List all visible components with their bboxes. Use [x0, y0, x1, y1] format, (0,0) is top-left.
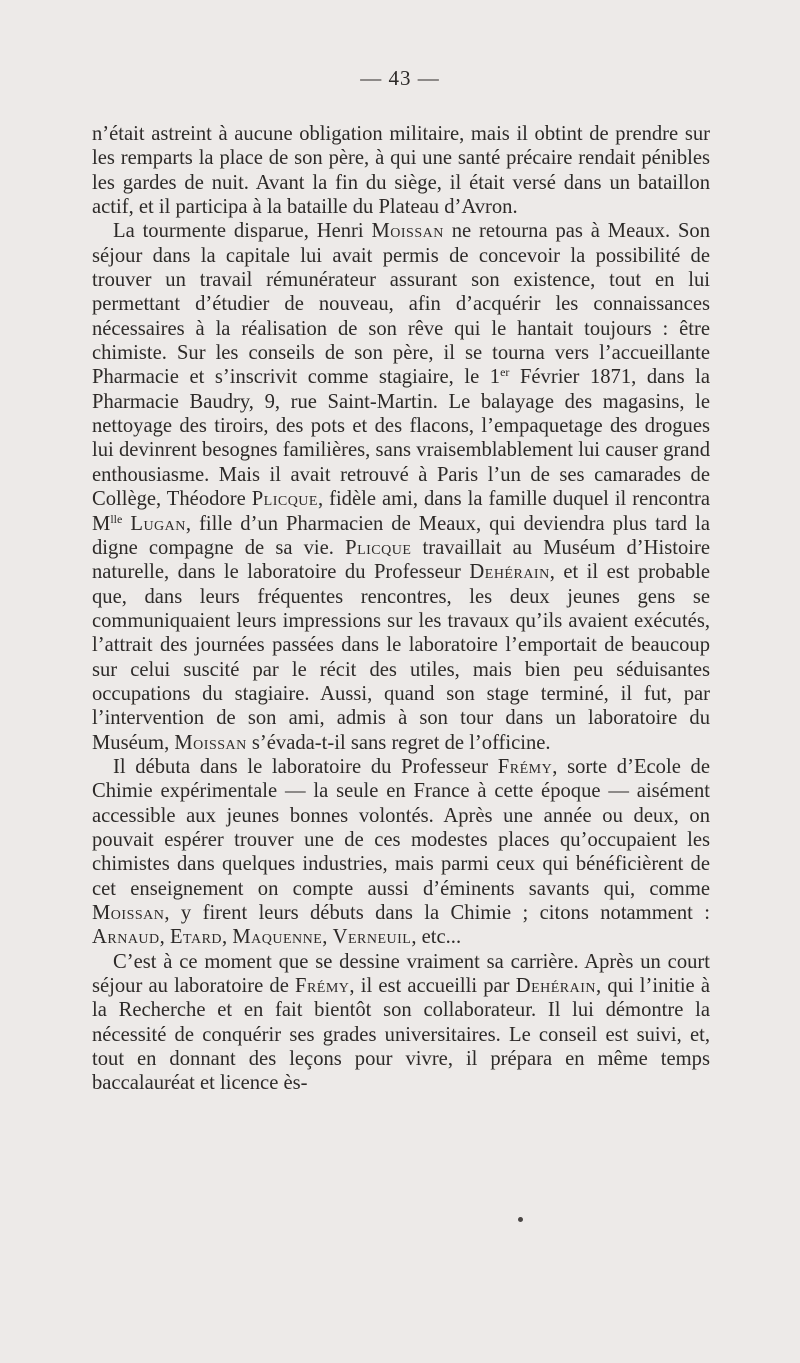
- name-small-caps: Plicque: [251, 488, 318, 511]
- text-run: La tourmente disparue, Henri: [113, 220, 372, 243]
- text-run: , y firent leurs débuts dans la Chimie ; citons notamment :: [164, 902, 710, 924]
- body-text: [92, 122, 710, 1096]
- name-small-caps: Etard: [169, 926, 223, 949]
- ink-speck: [518, 1217, 523, 1222]
- text-run: , sorte d’Ecole de Chimie expérimentale — la seule en France à cette époque — aisément accessible aux jeunes bonnes volontés. Après une année ou deux, on pouvait espérer trouver une de ces modestes places qu’occupaient les chimistes dans quelques industries, mais parmi ceux qui bénéficièrent de cet enseignement on compte aussi d’éminents savants qui, comme: [92, 755, 710, 900]
- text-run: Février 1871, dans la Pharmacie Baudry, 9, rue Saint-Martin. Le balayage des magasins, le nettoyage des tiroirs, des pots et des flacons, l’empaquetage des drogues lui devinrent besognes familières, sans vraisemblablement lui causer grand enthousiasme. Mais il avait retrouvé à Paris l’un de ses camarades de Collège, Théodore: [92, 366, 710, 511]
- text-run: , etc...: [411, 926, 462, 949]
- name-small-caps: Maquenne: [232, 926, 323, 949]
- paragraph-p4: [92, 950, 710, 1096]
- text-run: ne retourna pas à Meaux. Son séjour dans la capitale lui avait permis de concevoir la possibilité de trouver un travail rémunérateur assurant son existence, tout en lui permettant d’étudier de nouveau, afin d’acquérir les connaissances nécessaires à la réalisation de son rêve qui le hantait toujours : être chimiste. Sur les conseils de son père, il se tourna vers l’accueillante Pharmacie et s’inscrivit comme stagiaire, le 1: [92, 220, 711, 389]
- name-small-caps: Dehérain: [469, 561, 550, 584]
- text-run: ,: [159, 926, 170, 949]
- text-run: , il est accueilli par: [349, 975, 516, 998]
- text-run: Il débuta dans le laboratoire du Professeur: [113, 755, 498, 778]
- text-run: ,: [322, 926, 333, 949]
- text-run: , et il est probable que, dans leurs fréquentes rencontres, les deux jeunes gens se communiquaient leurs impressions sur les travaux qu’ils avaient exécutés, l’attrait des journées passées dans le laboratoire l’emportait de beaucoup sur celui suscité par le récit des utiles, mais bien peu séduisantes occupations du stagiaire. Aussi, quand son stage terminé, il fut, par l’intervention de son ami, admis à son tour dans un laboratoire du Muséum,: [92, 561, 710, 754]
- name-small-caps: Moissan: [371, 220, 444, 243]
- name-small-caps: Plicque: [345, 536, 412, 559]
- text-run: travaillait au Muséum d’Histoire naturelle, dans le laboratoire du Professeur: [92, 536, 710, 584]
- text-run: ,: [222, 926, 233, 949]
- name-small-caps: Dehérain: [515, 975, 597, 998]
- superscript: er: [500, 365, 510, 380]
- name-small-caps: Moissan: [174, 731, 247, 754]
- name-small-caps: Verneuil: [332, 926, 412, 949]
- text-run: n’était astreint à aucune obligation militaire, mais il obtint de prendre sur les remparts la place de son père, à qui une santé précaire rendait pénibles les gardes de nuit. Avant la fin du siège, il était versé dans un bataillon actif, et il participa à la bataille du Plateau d’Avron.: [92, 123, 710, 219]
- text-run: C’est à ce moment que se dessine vraiment sa carrière. Après un court séjour au laboratoire de: [92, 950, 710, 998]
- name-small-caps: Frémy: [497, 755, 553, 778]
- paragraph-p2: [92, 219, 710, 755]
- name-small-caps: Frémy: [295, 975, 350, 998]
- name-small-caps: Arnaud: [92, 926, 160, 949]
- text-run: , fille d’un Pharmacien de Meaux, qui deviendra plus tard la digne compagne de sa vie.: [92, 512, 710, 559]
- paragraph-p3: [92, 755, 710, 950]
- text-run: , qui l’initie à la Recherche et en fait bientôt son collaborateur. Il lui démontre la nécessité de conquérir ses grades universitaires. Le conseil est suivi, et, tout en donnant des leçons pour vivre, il prépara en même temps baccalauréat et licence ès-: [92, 975, 710, 1095]
- paragraph-p1: [92, 122, 710, 219]
- name-small-caps: Moissan: [92, 902, 165, 924]
- text-run: s’évada-t-il sans regret de l’officine.: [246, 731, 551, 754]
- name-small-caps: Lugan: [130, 512, 186, 535]
- text-run: , fidèle ami, dans la famille duquel il rencontra M: [92, 488, 710, 535]
- page-number: — 43 —: [360, 66, 440, 90]
- superscript: lle: [110, 511, 123, 526]
